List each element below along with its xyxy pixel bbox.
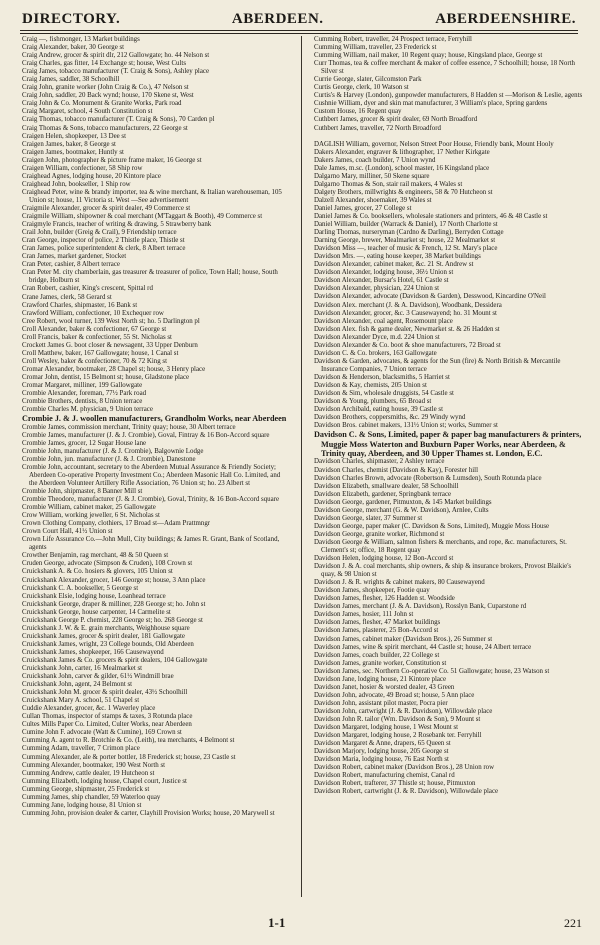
directory-entry: Cromar Alexander, bootmaker, 28 Chapel st; house, 3 Henry place bbox=[22, 365, 206, 373]
directory-entry: Davidson James, flesher, 126 Hadden st. Woodside bbox=[314, 595, 455, 603]
directory-entry: Davidson George, gardener, Pitmuxton, & 145 Market buildings bbox=[314, 498, 492, 506]
directory-entry: Davidson Margaret, lodging house, 1 West Mount st bbox=[314, 724, 459, 732]
directory-entry: Cruickshank James, grocer & spirit dealer, 181 Gallowgate bbox=[22, 632, 185, 640]
directory-entry: Davidson Alexander, physician, 224 Union st bbox=[314, 285, 440, 293]
directory-entry: Cran Peter M. city chamberlain, gas treasurer & treasurer of police, Town Hall; house, South bridge, Holburn st bbox=[22, 269, 278, 285]
directory-entry: Davidson Miss —, teacher of music & French, 12 St. Mary's place bbox=[314, 245, 498, 253]
directory-entry: Cruickshank John, agent, 24 Belmont st bbox=[22, 681, 133, 689]
directory-entry: Davidson Elizabeth, gardener, Springbank terrace bbox=[314, 490, 452, 498]
directory-entry: Crawford William, confectioner, 10 Exchequer row bbox=[22, 309, 164, 317]
directory-entry: Davidson Alexander Dyce, m.d. 224 Union st bbox=[314, 333, 440, 341]
directory-entry: Cumming William, nail maker, 10 Regent quay; house, Kingsland place, George st bbox=[314, 52, 543, 60]
directory-entry: Davidson Bros. cabinet makers, 131½ Union st; works, Summer st bbox=[314, 422, 498, 430]
directory-entry: Cran James, market gardener, Stocket bbox=[22, 253, 127, 261]
directory-entry: Craigmyle Francis, teacher of writing & drawing, 5 Strawberry bank bbox=[22, 221, 212, 229]
directory-entry: Davidson Margaret, lodging house, 2 Rosebank ter. Ferryhill bbox=[314, 732, 482, 740]
directory-entry: Cumming Alexander, bootmaker, 190 West North st bbox=[22, 761, 166, 769]
directory-entry: Crombie John, accountant, secretary to the Aberdeen Mutual Assurance & Friendly Society; Aberdeen Co-operative Property Investment Co.; Aberdeen Masonic Hall Co. Limited, and the Aberdeen Volunteer Artillery Rifle Association, 76 Union st; ho. 23 Albert st bbox=[22, 463, 281, 487]
directory-entry: Davidson Alexander, Bursar's Hotel, 61 Castle st bbox=[314, 277, 449, 285]
directory-entry: Cumming William, traveller, 23 Frederick st bbox=[314, 44, 437, 52]
directory-entry: Craig John, granite worker (John Craig & Co.), 47 Nelson st bbox=[22, 84, 189, 92]
directory-entry: Dale James, m.sc. (London), school master, 16 Kingsland place bbox=[314, 164, 490, 172]
directory-entry: Cultes Mills Paper Co. Limited, Culter Works, near Aberdeen bbox=[22, 721, 192, 729]
directory-entry: Cruickshank John M. grocer & spirit dealer, 43½ Schoolhill bbox=[22, 689, 188, 697]
page-header bbox=[22, 6, 576, 28]
directory-entry: Crown Life Assurance Co.—John Mull, City buildings; & James R. Grant, Bank of Scotland, agents bbox=[22, 536, 280, 552]
directory-entry: Davidson Archibald, eating house, 39 Castle st bbox=[314, 406, 443, 414]
directory-entry: Davidson James, cabinet maker (Davidson Bros.), 26 Summer st bbox=[314, 635, 493, 643]
directory-entry: Craigmile William, shipowner & coal merchant (M'Taggart & Booth), 49 Commerce st bbox=[22, 213, 263, 221]
directory-entry: Davidson James, merchant (J. & A. Davidson), Rosslyn Bank, Cuparstone rd bbox=[314, 603, 527, 611]
directory-entry: Crombie John, manufacturer (J. & J. Crombie), Balgownie Lodge bbox=[22, 447, 204, 455]
directory-entry: Cran Robert, cashier, King's crescent, Spittal rd bbox=[22, 285, 153, 293]
directory-entry: Davidson James, hosier, 111 John st bbox=[314, 611, 414, 619]
directory-entry: Cruickshank James, wright, 23 College bounds, Old Aberdeen bbox=[22, 640, 194, 648]
directory-entry: Cromar Margaret, milliner, 199 Gallowgate bbox=[22, 382, 143, 390]
directory-entry: Croll Matthew, baker, 167 Gallowgate; house, 1 Canal st bbox=[22, 349, 179, 357]
directory-entry: Davidson Alexander, grocer, &c. 3 Causewayend; ho. 31 Mount st bbox=[314, 309, 497, 317]
header-rule bbox=[20, 30, 578, 31]
directory-entry: Cumming A. agent to R. Brotchie & Co. (Leith), tea merchants, 4 Belmont st bbox=[22, 737, 235, 745]
directory-entry: Davidson John, assistant pilot master, Pocra pier bbox=[314, 699, 448, 707]
directory-entry: Cuthbert James, traveller, 72 North Broadford bbox=[314, 124, 441, 132]
directory-entry: Custom House, 16 Regent quay bbox=[314, 108, 402, 116]
header-left: DIRECTORY. bbox=[22, 11, 121, 27]
directory-entry: Davidson James, granite worker, Constitution st bbox=[314, 659, 447, 667]
directory-entry: Cruickshank John, carver & gilder, 61½ Windmill brae bbox=[22, 673, 174, 681]
directory-entry: Davidson Charles Brown, advocate (Robertson & Lumsden), South Rotunda place bbox=[314, 474, 542, 482]
directory-entry: Crombie Theodore, manufacturer (J. & J. Crombie), Goval, Trinity, & 16 Bon-Accord square bbox=[22, 496, 280, 504]
directory-entry: Davidson J. & R. wrights & cabinet makers, 80 Causewayend bbox=[314, 579, 485, 587]
directory-entry: Craig —, fishmonger, 13 Market buildings bbox=[22, 36, 140, 43]
directory-entry: Daniel William, builder (Warrack & Daniel), 17 North Charlotte st bbox=[314, 221, 498, 229]
directory-entry: Davidson John, cartwright (J. & R. Davidson), Willowdale place bbox=[314, 707, 493, 715]
directory-entry: Croll Wesley, baker & confectioner, 70 & 72 King st bbox=[22, 357, 167, 365]
directory-entry: Cruickshank C. A. bookseller, 5 George st bbox=[22, 584, 139, 592]
directory-entry: Cumming George, shipmaster, 25 Frederick st bbox=[22, 785, 150, 793]
directory-entry: Craigen James, baker, 8 George st bbox=[22, 140, 116, 148]
directory-entry: Cumming John, provision dealer & carter, Clayhill Provision Works; house, 20 Marywell st bbox=[22, 809, 275, 817]
directory-entry: Davidson Robert, trafterer, 37 Thistle st; house, Pitmuxton bbox=[314, 780, 476, 788]
directory-entry: Darling Thomas, nurseryman (Cardno & Darling), Berryden Cottage bbox=[314, 229, 504, 237]
directory-entry: Dalgety Brothers, millwrights & engineers, 58 & 70 Hutcheon st bbox=[314, 188, 493, 196]
directory-entry: Davidson Marjory, lodging house, 205 George st bbox=[314, 748, 449, 756]
directory-entry: Crombie Alexander, foreman, 77½ Park road bbox=[22, 390, 147, 398]
directory-entry: Davidson James, shopkeeper, Footie quay bbox=[314, 587, 430, 595]
directory-entry: Davidson Janet, hosier & worsted dealer, 43 Green bbox=[314, 683, 455, 691]
directory-entry: Cushnie William, dyer and skin mat manufacturer, 3 William's place, Spring gardens bbox=[314, 100, 548, 108]
directory-entry: Craig John, saddler, 20 Back wynd; house, 170 Skene st, West bbox=[22, 92, 194, 100]
directory-entry: Davidson & Young, plumbers, 65 Broad st bbox=[314, 398, 432, 406]
directory-entry: Davidson George, paper maker (C. Davidson & Sons, Limited), Muggie Moss House bbox=[314, 522, 550, 530]
directory-entry: Cruickshank George, draper & milliner, 228 George st; ho. John st bbox=[22, 600, 206, 608]
directory-entry: Craig Margaret, school, 4 South Constitution st bbox=[22, 108, 153, 116]
directory-entry: Cran Peter, cashier, 8 Albert terrace bbox=[22, 261, 120, 269]
directory-entry: Craigen Helen, shopkeeper, 13 Dee st bbox=[22, 132, 127, 140]
directory-entry: Davidson Alexander & Co. boot & shoe manufacturers, 72 Broad st bbox=[314, 341, 501, 349]
directory-entry: Craig James, saddler, 38 Schoolhill bbox=[22, 76, 120, 84]
directory-entry: Dalzell Alexander, shoemaker, 39 Wales st bbox=[314, 196, 432, 204]
directory-entry: Darning George, brewer, Mealmarket st; house, 22 Mealmarket st bbox=[314, 237, 496, 245]
directory-entry: Crombie J. & J. woollen manufacturers, Grandholm Works, near Aberdeen bbox=[22, 414, 287, 424]
directory-entry: Cumming James, ship chandler, 59 Waterloo quay bbox=[22, 793, 161, 801]
directory-entry: Cumming Andrew, cattle dealer, 19 Hutcheon st bbox=[22, 769, 155, 777]
directory-entry: Curr Thomas, tea & coffee merchant & maker of coffee essence, 7 Schoolhill; house, 18 North Silver st bbox=[314, 60, 575, 76]
directory-entry: Dakers Alexander, engraver & lithographer, 17 Nether Kirkgate bbox=[314, 148, 490, 156]
header-right: ABERDEENSHIRE. bbox=[435, 11, 576, 27]
directory-entry: Crombie John, jun. manufacturer (J. & J. Crombie), Danestone bbox=[22, 455, 196, 463]
directory-entry: Cruickshank John, carter, 16 Mealmarket st bbox=[22, 665, 143, 673]
directory-entry: Dalgarno Mary, milliner, 50 Skene square bbox=[314, 172, 430, 180]
directory-entry: Cumine John F. advocate (Watt & Cumine), 169 Crown st bbox=[22, 729, 182, 737]
directory-entry: Crombie William, cabinet maker, 25 Gallowgate bbox=[22, 504, 156, 512]
directory-entry: Cruickshank Elsie, lodging house, Loanhead terrace bbox=[22, 592, 166, 600]
directory-entry: Cumming Elizabeth, lodging house, Chapel court, Justice st bbox=[22, 777, 187, 785]
directory-entry: Cruickshank Mary A. school, 51 Chapel st bbox=[22, 697, 140, 705]
directory-entry: Davidson Maria, lodging house, 76 East North st bbox=[314, 756, 449, 764]
directory-entry: Crow William, working jeweller, 6 St. Nicholas st bbox=[22, 512, 160, 520]
left-column bbox=[22, 36, 288, 899]
directory-entry: Cullan Thomas, inspector of stamps & taxes, 3 Rotunda place bbox=[22, 713, 193, 721]
directory-entry: Craighead Peter, wine & brandy importer, tea & wine merchant, & Italian warehouseman, 105 Union st; house, 11 Victoria st. West —See advertisement bbox=[22, 188, 282, 204]
header-center: ABERDEEN. bbox=[231, 11, 324, 27]
directory-entry: Craigen John, photographer & picture frame maker, 16 George st bbox=[22, 156, 202, 164]
directory-entry: Davidson Alexander, coal agent, Rosemount place bbox=[314, 317, 453, 325]
directory-entry: Croll Francis, baker & confectioner, 55 St. Nicholas st bbox=[22, 333, 172, 341]
directory-entry: Craigmile Alexander, grocer & spirit dealer, 49 Commerce st bbox=[22, 204, 191, 212]
directory-entry: Davidson Brothers, coppersmiths, &c. 29 Windy wynd bbox=[314, 414, 466, 422]
directory-entry: Crombie John, shipmaster, 8 Banner Mill st bbox=[22, 487, 143, 495]
directory-entry: Crombie James, manufacturer (J. & J. Crombie), Goval, Fintray & 16 Bon-Accord square bbox=[22, 431, 270, 439]
directory-entry: Davidson Mrs. —, eating house keeper, 38 Market buildings bbox=[314, 253, 481, 261]
directory-entry: Davidson Helen, lodging house, 12 Bon-Accord st bbox=[314, 555, 454, 563]
directory-entry: Craig Charles, gas fitter, 14 Exchange st; house, West Cults bbox=[22, 60, 187, 68]
directory-entry: Craigen James, bootmaker, Huntly st bbox=[22, 148, 124, 156]
directory-entry: Dakers James, coach builder, 7 Union wynd bbox=[314, 156, 436, 164]
directory-entry: Cruickshank James & Co. grocers & spirit dealers, 104 Gallowgate bbox=[22, 656, 208, 664]
directory-entry: DAGLISH William, governor, Nelson Street Poor House, Friendly bank, Mount Hooly bbox=[314, 140, 554, 148]
directory-entry: Davidson John R. tailor (Wm. Davidson & Son), 9 Mount st bbox=[314, 715, 481, 723]
directory-entry: Davidson Alex. merchant (J. & A. Davidson), Woodbank, Dessidera bbox=[314, 301, 502, 309]
directory-entry: Crockett James G. boot closer & newsagent, 33 Upper Denburn bbox=[22, 341, 198, 349]
directory-entry: Cumming Alexander, ale & porter bottler, 18 Frederick st; house, 23 Castle st bbox=[22, 753, 236, 761]
directory-entry: Cran George, inspector of police, 2 Thistle place, Thistle st bbox=[22, 237, 185, 245]
directory-entry: Craig Andrew, grocer & spirit dlr, 212 Gallowgate; ho. 44 Nelson st bbox=[22, 52, 210, 60]
directory-entry: Davidson George, granite worker, Richmond st bbox=[314, 530, 445, 538]
directory-entry: Davidson C. & Sons, Limited, paper & paper bag manufacturers & printers, Muggie Moss Waterton and Buxburn Paper Works, near Aberdeen, & Trinity quay, Aberdeen, and 30 Upper Thames st. London, E.C. bbox=[314, 430, 582, 459]
directory-entry: Craighead Agnes, lodging house, 20 Kintore place bbox=[22, 172, 161, 180]
directory-entry: Craig John & Co. Monument & Granite Works, Park road bbox=[22, 100, 182, 108]
directory-entry: Craigen William, confectioner, 58 Ship row bbox=[22, 164, 143, 172]
directory-entry: Cran James, police superintendent & clerk, 8 Albert terrace bbox=[22, 245, 186, 253]
directory-entry: Crowther Benjamin, rag merchant, 48 & 50 Queen st bbox=[22, 552, 169, 560]
directory-entry: Crown Clothing Company, clothiers, 17 Broad st—Adam Prattmngr bbox=[22, 520, 211, 528]
directory-entry: Curtis George, clerk, 10 Watson st bbox=[314, 84, 409, 92]
directory-entry: Davidson George & William, salmon fishers & merchants, and rope, &c. manufacturers, St. Clement's st; office, 18 Regent quay bbox=[314, 538, 567, 554]
directory-entry: Davidson Robert, cabinet maker (Davidson Bros.), 28 Union row bbox=[314, 764, 495, 772]
directory-entry: Davidson Alexander, advocate (Davidson & Garden), Desswood, Kincardine O'Neil bbox=[314, 293, 546, 301]
directory-entry: Cruickshank J. W. & E. grain merchants, Weighhouse square bbox=[22, 624, 190, 632]
directory-entry: Croll Alexander, baker & confectioner, 67 George st bbox=[22, 325, 167, 333]
directory-entry: Cruden George, advocate (Simpson & Cruden), 108 Crown st bbox=[22, 560, 193, 568]
directory-entry: Davidson Alexander, lodging house, 36½ Union st bbox=[314, 269, 454, 277]
directory-entry: Crail John, builder (Greig & Crail), 9 Friendship terrace bbox=[22, 229, 177, 237]
directory-entry bbox=[314, 133, 584, 141]
directory-entry: Crown Court Hall, 41½ Union st bbox=[22, 528, 113, 536]
directory-entry: Davidson Robert, cartwright (J. & R. Davidson), Willowdale place bbox=[314, 788, 499, 796]
directory-entry: Davidson Alexander, cabinet maker, &c. 21 St. Andrew st bbox=[314, 261, 474, 269]
directory-entry: Davidson & Sim, wholesale druggists, 54 Castle st bbox=[314, 390, 454, 398]
directory-entry: Crane James, clerk, 58 Gerard st bbox=[22, 293, 112, 301]
directory-entry: Crombie Charles M. physician, 9 Union terrace bbox=[22, 406, 153, 414]
directory-entry: Davidson James, sec. Northern Co-operative Co. 51 Gallowgate; house, 23 Watson st bbox=[314, 667, 550, 675]
directory-entry: Davidson James, plasterer, 25 Bon-Accord st bbox=[314, 627, 439, 635]
directory-entry: Crawford Charles, shipmaster, 16 Bank st bbox=[22, 301, 138, 309]
directory-entry: Davidson & Kay, chemists, 205 Union st bbox=[314, 381, 427, 389]
directory-entry: Craig Alexander, baker, 30 George st bbox=[22, 44, 125, 52]
directory-entry: Davidson Jane, lodging house, 21 Kintore place bbox=[314, 675, 447, 683]
directory-entry: Curtis's & Harvey (London), gunpowder manufacturers, 8 Hadden st —Morison & Leslie, agents bbox=[314, 92, 583, 100]
directory-entry: Dalgarno Thomas & Son, stair rail makers, 4 Wales st bbox=[314, 180, 463, 188]
directory-entry: Craig Thomas, tobacco manufacturer (T. Craig & Sons), 70 Carden pl bbox=[22, 116, 215, 124]
directory-entry: Davidson George, slater, 37 Summer st bbox=[314, 514, 423, 522]
directory-entry: Crombie James, commission merchant, Trinity quay; house, 30 Albert terrace bbox=[22, 423, 236, 431]
directory-entry: Cruickshank George P. chemist, 228 George st; ho. 268 George st bbox=[22, 616, 203, 624]
directory-entry: Davidson James, flesher, 47 Market buildings bbox=[314, 619, 441, 627]
directory-entry: Crombie James, grocer, 12 Sugar House lane bbox=[22, 439, 147, 447]
directory-entry: Davidson & Henderson, blacksmiths, 5 Harriet st bbox=[314, 373, 450, 381]
directory-entry: Cuthbert James, grocer & spirit dealer, 69 North Broadford bbox=[314, 116, 478, 124]
directory-entry: Davidson & Garden, advocates, & agents for the Sun (fire) & North British & Mercantile Insurance Companies, 7 Union terrace bbox=[314, 357, 561, 373]
directory-entry: Cumming Robert, traveller, 24 Prospect terrace, Ferryhill bbox=[314, 36, 472, 43]
directory-entry: Daniel James & Co. booksellers, wholesale stationers and printers, 46 & 48 Castle st bbox=[314, 212, 548, 220]
column-divider bbox=[301, 36, 302, 897]
directory-entry: Craighead John, bookseller, 1 Ship row bbox=[22, 180, 131, 188]
directory-entry: Davidson Robert, manufacturing chemist, Canal rd bbox=[314, 772, 455, 780]
directory-entry: Cromar John, dentist, 15 Belmont st; house, Gladstone place bbox=[22, 373, 190, 381]
directory-entry: Davidson James, wine & spirit merchant, 44 Castle st; house, 24 Albert terrace bbox=[314, 643, 532, 651]
directory-entry: Cumming Jane, lodging house, 81 Union st bbox=[22, 801, 142, 809]
signature-mark: 1-1 bbox=[268, 915, 286, 930]
directory-entry: Davidson Elizabeth, smallware dealer, 58 Schoolhill bbox=[314, 482, 459, 490]
header-rule-double bbox=[20, 33, 578, 34]
page-number: 221 bbox=[564, 916, 582, 930]
directory-entry: Davidson George, merchant (G. & W. Davidson), Arnlee, Cults bbox=[314, 506, 489, 514]
directory-entry: Cuddie Alexander, grocer, &c. 1 Waverley place bbox=[22, 705, 156, 713]
directory-entry: Davidson Margaret & Anne, drapers, 65 Queen st bbox=[314, 740, 451, 748]
directory-entry: Crombie Brothers, dentists, 8 Union terrace bbox=[22, 398, 143, 406]
right-column bbox=[314, 36, 584, 899]
directory-entry: Cruickshank George, house carpenter, 14 Carmelite st bbox=[22, 608, 171, 616]
directory-entry: Cruickshank A. & Co. hosiers & glovers, 105 Union st bbox=[22, 568, 173, 576]
directory-entry: Craig James, tobacco manufacturer (T. Craig & Sons), Ashley place bbox=[22, 68, 210, 76]
directory-entry: Davidson Alex. fish & game dealer, Newmarket st. & 26 Hadden st bbox=[314, 325, 500, 333]
directory-entry: Currie George, slater, Gilcomston Park bbox=[314, 76, 422, 84]
directory-entry: Davidson Charles, chemist (Davidson & Kay), Forester hill bbox=[314, 466, 479, 474]
directory-entry: Cruickshank James, shopkeeper, 166 Causewayend bbox=[22, 648, 164, 656]
directory-entry: Davidson James, coach builder, 22 College st bbox=[314, 651, 440, 659]
directory-entry: Davidson C. & Co. brokers, 163 Gallowgate bbox=[314, 349, 437, 357]
directory-entry: Davidson J. & A. coal merchants, ship owners, & ship & insurance brokers, Provost Blaikie's quay, & 98 Union st bbox=[314, 563, 572, 579]
directory-entry: Cree Robert, wool turner, 139 West North st; ho. 5 Darlington pl bbox=[22, 317, 200, 325]
directory-entry: Cruickshank Alexander, grocer, 146 George st; house, 3 Ann place bbox=[22, 576, 206, 584]
directory-entry: Daniel James, grocer, 27 College st bbox=[314, 204, 412, 212]
directory-entry: Davidson John, advocate, 49 Broad st; house, 5 Ann place bbox=[314, 691, 475, 699]
directory-entry: Davidson Charles, shipmaster, 2 Ashley terrace bbox=[314, 458, 445, 466]
directory-entry: Craig Thomas & Sons, tobacco manufacturers, 22 George st bbox=[22, 124, 188, 132]
directory-entry: Cumming Adam, traveller, 7 Crimon place bbox=[22, 745, 140, 753]
